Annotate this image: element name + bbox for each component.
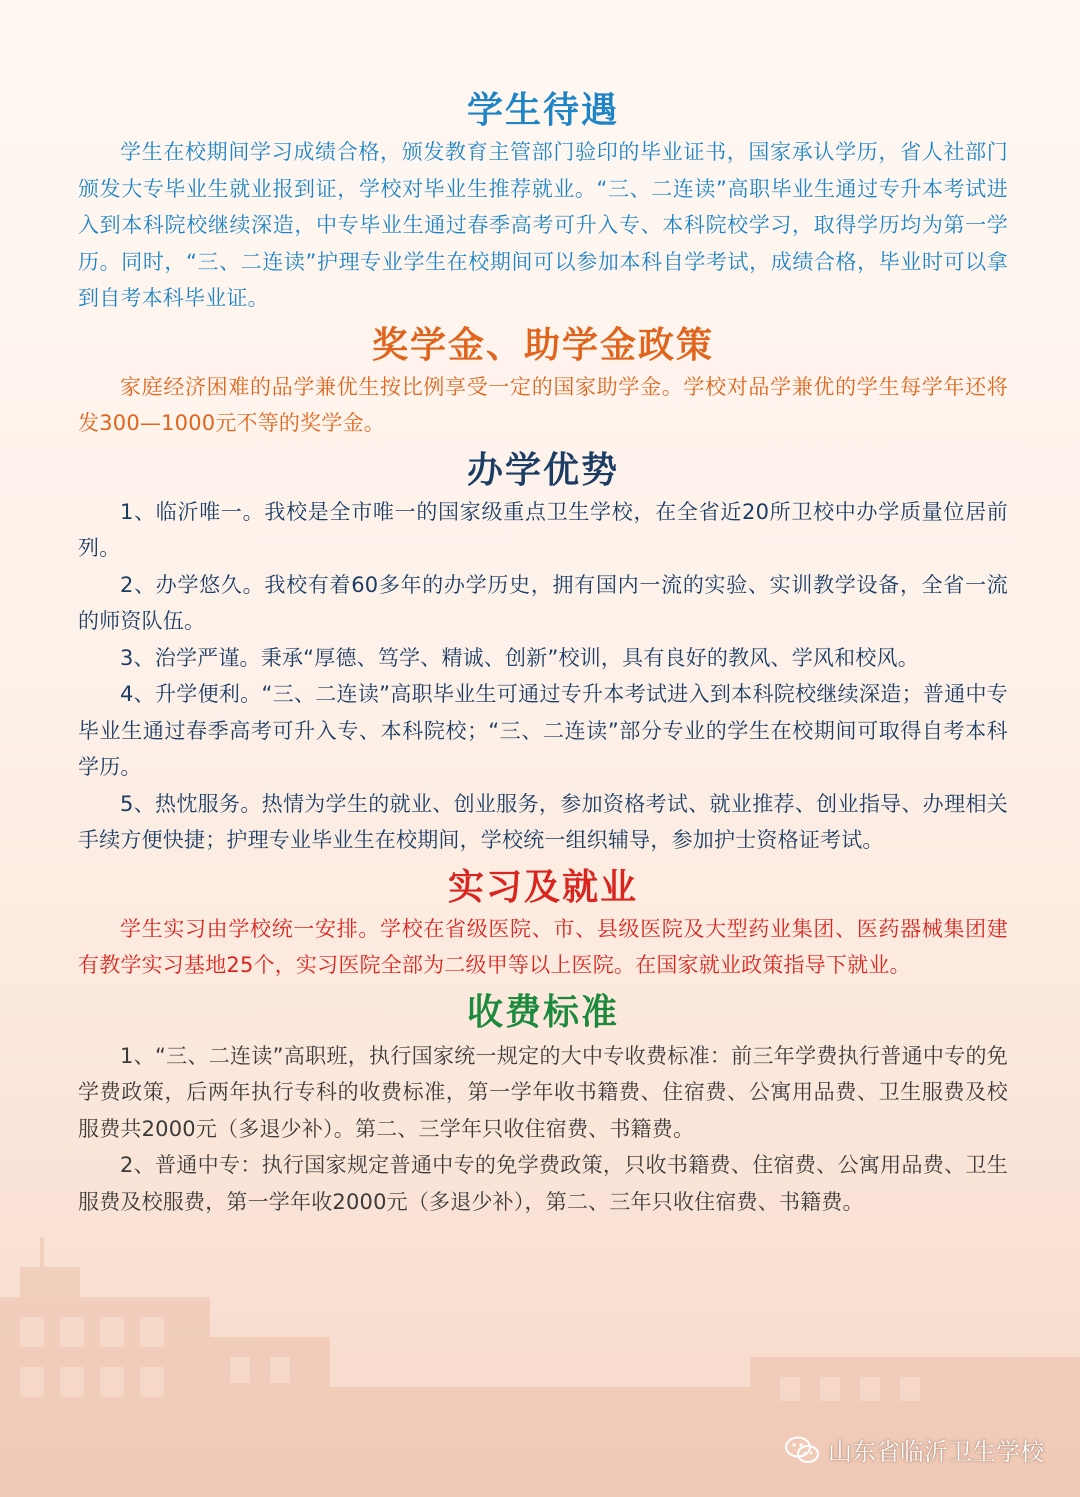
student-benefits-paragraph: 学生在校期间学习成绩合格，颁发教育主管部门验印的毕业证书，国家承认学历，省人社部门颁发大专毕业生就业报到证，学校对毕业生推荐就业。“三、二连读”高职毕业生通过专升本考试进入到本科院校继续深造，中专毕业生通过春季高考可升入专、本科院校学习，取得学历均为第一学历。同时，“三、二连读”护理专业学生在校期间可以参加本科自学考试，成绩合格，毕业时可以拿到自考本科毕业证。: [78, 140, 1008, 310]
section-title-scholarship: 奖学金、助学金政策: [371, 323, 714, 366]
advantage-item-2: 2、办学悠久。我校有着60多年的办学历史，拥有国内一流的实验、实训教学设备，全省一流的师资队伍。: [78, 572, 1008, 633]
advantage-item-5: 5、热忱服务。热情为学生的就业、创业服务，参加资格考试、就业推荐、创业指导、办理相关手续方便快捷；护理专业毕业生在校期间，学校统一组织辅导，参加护士资格证考试。: [78, 791, 1008, 852]
fee-item-2: 2、普通中专：执行国家规定普通中专的免学费政策，只收书籍费、住宿费、公寓用品费、卫生服费及校服费，第一学年收2000元（多退少补），第二、三年只收住宿费、书籍费。: [78, 1153, 1008, 1214]
wechat-icon: [784, 1435, 820, 1465]
watermark-text: 山东省临沂卫生学校: [828, 1438, 1044, 1466]
advantage-item-3: 3、治学严谨。秉承“厚德、笃学、精诚、创新”校训，具有良好的教风、学风和校风。: [120, 645, 919, 670]
advantage-item-1: 1、临沂唯一。我校是全市唯一的国家级重点卫生学校，在全省近20所卫校中办学质量位居前列。: [78, 499, 1008, 560]
wechat-watermark: [784, 1432, 1044, 1467]
section-title-fees: 收费标准: [466, 990, 619, 1033]
brochure-content: [78, 88, 1008, 1220]
fee-item-1: 1、“三、二连读”高职班，执行国家统一规定的大中专收费标准：前三年学费执行普通中专的免学费政策，后两年执行专科的收费标准，第一学年收书籍费、住宿费、公寓用品费、卫生服费及校服费共2000元（多退少补）。第二、三学年只收住宿费、书籍费。: [78, 1043, 1008, 1141]
internship-paragraph: 学生实习由学校统一安排。学校在省级医院、市、县级医院及大型药业集团、医药器械集团建有教学实习基地25个，实习医院全部为二级甲等以上医院。在国家就业政策指导下就业。: [78, 916, 1008, 977]
section-title-school-advantages: 办学优势: [466, 448, 619, 491]
section-title-internship-employment: 实习及就业: [447, 865, 638, 908]
scholarship-paragraph: 家庭经济困难的品学兼优生按比例享受一定的国家助学金。学校对品学兼优的学生每学年还将发300—1000元不等的奖学金。: [78, 374, 1008, 435]
section-title-student-benefits: 学生待遇: [466, 89, 619, 131]
advantage-item-4: 4、升学便利。“三、二连读”高职毕业生可通过专升本考试进入到本科院校继续深造；普通中专毕业生通过春季高考可升入专、本科院校；“三、二连读”部分专业的学生在校期间可取得自考本科学历。: [78, 682, 1008, 779]
